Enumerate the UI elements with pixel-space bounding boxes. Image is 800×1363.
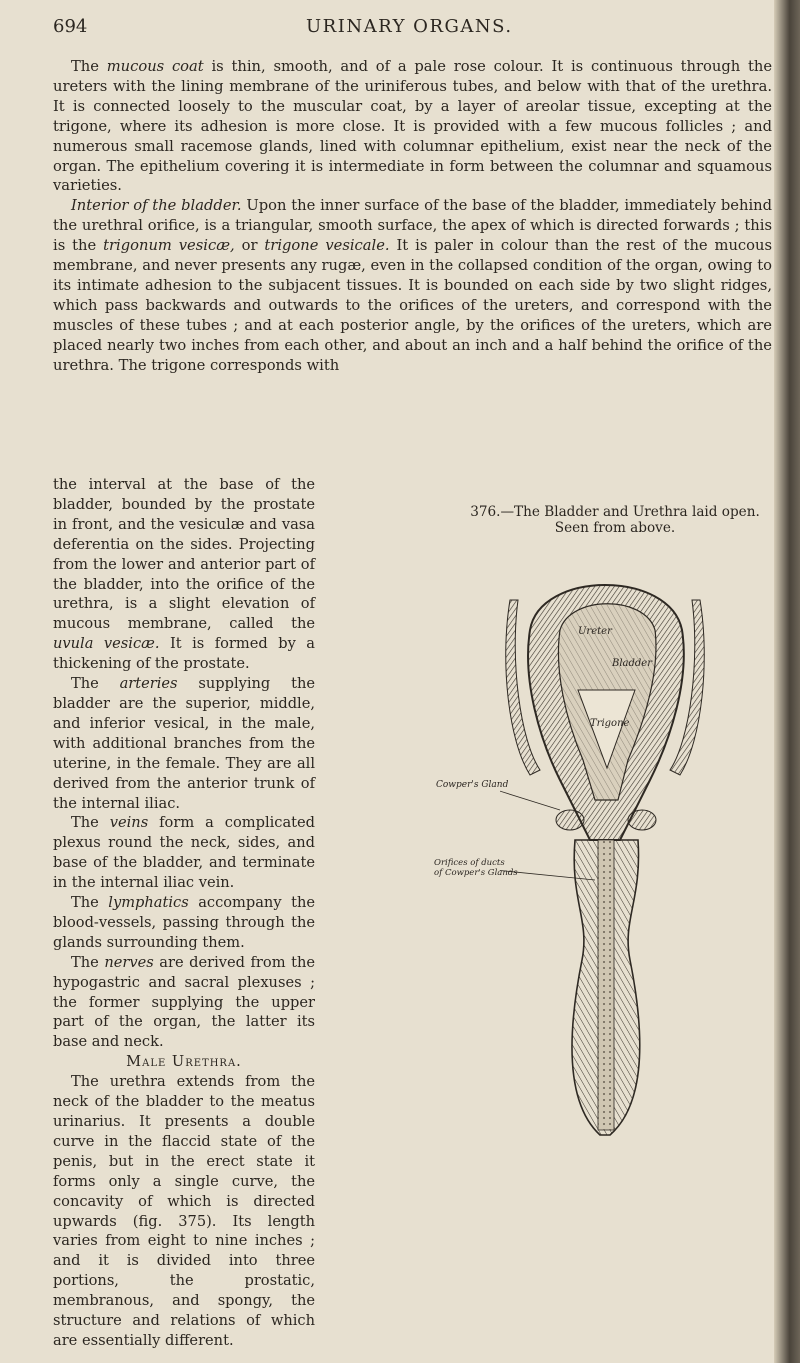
figure-caption-title: 376.—The Bladder and Urethra laid open. — [470, 504, 760, 520]
cowpers-gland-right — [628, 810, 656, 830]
anatomical-figure — [434, 540, 710, 1140]
figure-caption — [455, 504, 775, 536]
text-run: or — [234, 237, 265, 255]
paragraph-interior-bladder — [53, 196, 772, 375]
italic-term: mucous coat — [106, 58, 204, 75]
text-run: supplying the bladder are the superior, middle, and inferior vesical, in the male, with additional branches from the uterine, in the female. They are all derived from the anterior trunk of the internal iliac. — [53, 675, 315, 812]
left-column-text — [53, 475, 315, 1351]
italic-term: nerves — [104, 953, 154, 971]
full-width-text — [53, 57, 772, 376]
leader-line-cowper — [500, 788, 560, 810]
section-heading: Male Urethra. — [126, 1053, 242, 1071]
label-trigone: Trigone — [590, 718, 630, 729]
paragraph-urethra: The urethra extends from the neck of the bladder to the meatus urinarius. It presents a double curve in the flaccid state of the penis, but in the erect state it forms only a single curve, the concavity of which is directed upwards (fig. 375). Its length varies from eight to nine inches ; and it is divided into three portions, the prostatic, membranous, and spongy, the structure and relations of which are essentially different. — [53, 1073, 315, 1349]
text-run: the interval at the base of the bladder, bounded by the prostate in front, and the vesiculæ and vasa deferentia on the sides. Projecting from the lower and anterior part of the bladder, into the orifice of the urethra, is a slight elevation of mucous membrane, called the — [53, 476, 315, 633]
text-run: The — [71, 814, 110, 832]
text-run: Upon the inner surface of the base of the bladder, immediately behind the urethral orifice, is a triangular, smooth surface, the apex of which is directed forwards ; this is the — [53, 197, 773, 255]
italic-term: veins — [109, 814, 149, 832]
paragraph-nerves — [53, 953, 315, 1053]
paragraph-continued — [53, 475, 315, 674]
text-run: are derived from the hypogastric and sacral plexuses ; the former supplying the upper part of the organ, the latter its base and neck. — [53, 953, 315, 1051]
text-run: The — [71, 894, 109, 912]
italic-term: lymphatics — [108, 894, 189, 912]
label-orifices-line1: Orifices of ducts — [434, 858, 505, 868]
text-run: The — [71, 58, 107, 75]
page-number: 694 — [53, 16, 88, 37]
paragraph-arteries — [53, 674, 315, 813]
italic-term: uvula vesicæ. — [53, 635, 160, 653]
text-run: is thin, smooth, and of a pale rose colour. It is continuous through the ureters with the lining membrane of the uriniferous tubes, and below with that of the urethra. It is connected loosely to the muscular coat, by a layer of areolar tissue, excepting at the trigone, where its adhesion is more close. It is provided with a few mucous follicles ; and numerous small racemose glands, lined with columnar epithelium, exist near the neck of the organ. The epithelium covering it is intermediate in form between the columnar and squamous varieties. — [53, 58, 773, 195]
text-run: It is formed by a thickening of the prostate. — [53, 635, 316, 673]
paragraph-mucous-coat — [53, 57, 772, 196]
text-run: form a complicated plexus round the neck, sides, and base of the bladder, and terminate in the internal iliac vein. — [53, 814, 315, 892]
text-run: The — [71, 953, 105, 971]
text-run: The — [71, 675, 120, 693]
page-header — [53, 16, 773, 46]
paragraph-lymphatics — [53, 893, 315, 953]
figure-caption-subtitle: Seen from above. — [554, 520, 676, 536]
text-run: accompany the blood-vessels, passing through the glands surrounding them. — [53, 894, 315, 951]
running-head: URINARY ORGANS. — [306, 16, 513, 37]
text-run: It is paler in colour than the rest of the mucous membrane, and never presents any rugæ, even in the collapsed condition of the organ, owing to its intimate adhesion to the subjacent tissues. It is bounded on each side by two slight ridges, which pass backwards and outwards to the orifices of the ureters, and correspond with the muscles of these tubes ; and at each posterior angle, by the orifices of the ureters, which are placed nearly two inches from each other, and about an inch and a half behind the orifice of the urethra. The trigone corresponds with — [53, 237, 772, 374]
italic-term: arteries — [119, 675, 178, 693]
paragraph-veins — [53, 813, 315, 893]
label-orifices-line2: of Cowper's Glands — [434, 868, 518, 878]
urethra-channel-texture — [598, 840, 614, 1130]
italic-term: trigone vesicale. — [264, 237, 390, 255]
italic-heading: Interior of the bladder. — [71, 197, 242, 215]
book-page-edge — [774, 0, 800, 1363]
label-bladder: Bladder — [612, 658, 653, 669]
label-cowpers-glands: Cowper's Gland — [436, 780, 509, 790]
label-ureter: Ureter — [578, 626, 612, 637]
cowpers-gland-left — [556, 810, 584, 830]
italic-term: trigonum vesicæ, — [103, 237, 235, 255]
